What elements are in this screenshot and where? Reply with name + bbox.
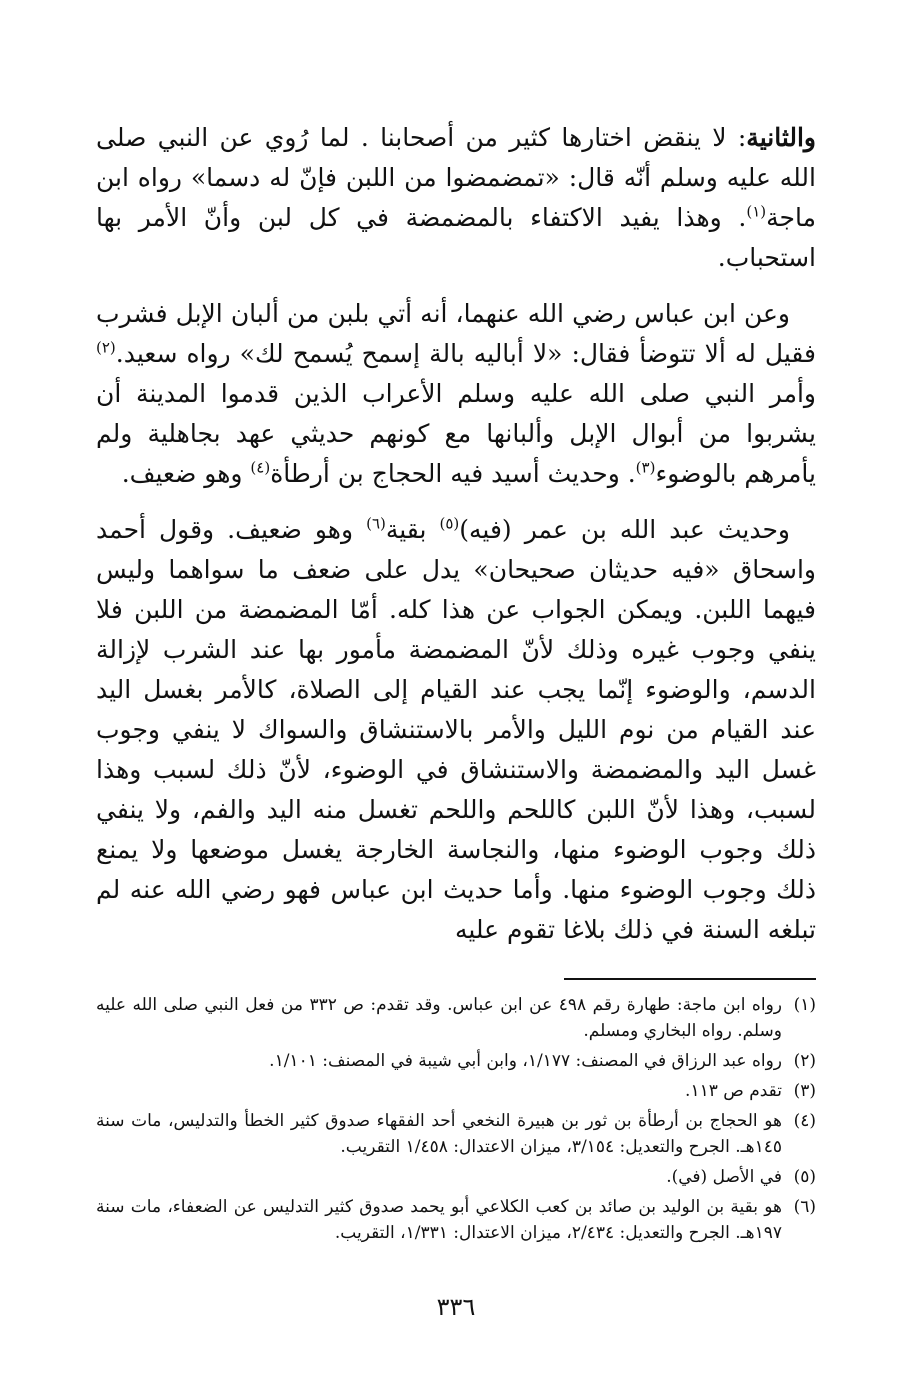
footnote-4 <box>96 1108 816 1160</box>
paragraph-2 <box>96 294 816 494</box>
paragraph-2-text-c: . وحديث أسيد فيه الحجاج بن أرطأة <box>270 459 636 488</box>
footnotes <box>96 992 816 1250</box>
footnote-number: (٥) <box>793 1167 816 1187</box>
footnote-ref-2[interactable]: (٢) <box>96 338 116 357</box>
paragraph-1 <box>96 118 816 278</box>
section-lead: والثانية <box>746 123 816 152</box>
main-text <box>96 118 816 950</box>
footnote-ref-4[interactable]: (٤) <box>250 458 271 477</box>
footnote-text: رواه عبد الرزاق في المصنف: ١/١٧٧، وابن أبي شيبة في المصنف: ١/١٠١. <box>269 1051 782 1071</box>
footnote-text: هو بقية بن الوليد بن صائد بن كعب الكلاعي أبو يحمد صدوق كثير التدليس عن الضعفاء، مات سنة ١٩٧هـ. الجرح والتعديل: ٢/٤٣٤، ميزان الاعتدال: ١/٣٣١، التقريب. <box>96 1197 782 1243</box>
footnote-5 <box>96 1164 816 1190</box>
footnote-2 <box>96 1048 816 1074</box>
footnote-divider <box>564 978 816 980</box>
footnote-6 <box>96 1194 816 1246</box>
footnote-text: في الأصل (في). <box>666 1167 782 1187</box>
footnote-ref-6[interactable]: (٦) <box>366 514 386 533</box>
footnote-text: تقدم ص ١١٣. <box>685 1081 782 1101</box>
paragraph-2-text-d: وهو ضعيف. <box>121 459 251 488</box>
footnote-text: رواه ابن ماجة: طهارة رقم ٤٩٨ عن ابن عباس. وقد تقدم: ص ٣٣٢ من فعل النبي صلى الله عليه وسلم. رواه البخاري ومسلم. <box>96 995 782 1041</box>
paragraph-2-text-b: وأمر النبي صلى الله عليه وسلم الأعراب الذين قدموا المدينة أن يشربوا من أبوال الإبل وألبانها مع كونهم حديثي عهد بجاهلية ولم يأمرهم بالوضوء <box>96 379 816 488</box>
paragraph-3-text-a: وحديث عبد الله بن عمر (فيه) <box>459 515 790 544</box>
paragraph-3-text-b: بقية <box>385 515 440 544</box>
footnote-text: هو الحجاج بن أرطأة بن ثور بن هبيرة النخعي أحد الفقهاء صدوق كثير الخطأ والتدليس، مات سنة ١٤٥هـ. الجرح والتعديل: ٣/١٥٤، ميزان الاعتدال: ١/٤٥٨ التقريب. <box>96 1111 782 1157</box>
footnote-ref-1[interactable]: (١) <box>746 202 767 221</box>
footnote-number: (٤) <box>793 1111 816 1131</box>
footnote-number: (١) <box>793 995 816 1015</box>
paragraph-1-text: : لا ينقض اختارها كثير من أصحابنا . لما رُوي عن النبي صلى الله عليه وسلم أنّه قال: «تمضمضوا من اللبن فإنّ له دسما» رواه ابن ماجة <box>96 123 816 232</box>
page-number: ٣٣٦ <box>436 1293 476 1321</box>
paragraph-3-text-c: وهو ضعيف. وقول أحمد واسحاق «فيه حديثان صحيحان» يدل على ضعف ما سواهما وليس فيهما اللبن. ويمكن الجواب عن هذا كله. أمّا المضمضة من اللبن فلا ينفي وجوب غيره وذلك لأنّ المضمضة مأمور بها عند الشرب لإزالة الدسم، والوضوء إنّما يجب عند القيام إلى الصلاة، كالأمر بغسل اليد عند القيام من نوم الليل والأمر بالاستنشاق والسواك لا ينفي وجوب غسل اليد والمضمضة والاستنشاق في الوضوء، لأنّ ذلك لسبب وهذا لسبب، وهذا لأنّ اللبن كاللحم واللحم تغسل منه اليد والفم، ولا ينفي ذلك وجوب الوضوء منها، والنجاسة الخارجة يغسل موضعها ولا يمنع ذلك وجوب الوضوء منها. وأما حديث ابن عباس فهو رضي الله عنه لم تبلغه السنة في ذلك بلاغا تقوم عليه <box>96 515 816 944</box>
footnote-1 <box>96 992 816 1044</box>
footnote-ref-5[interactable]: (٥) <box>439 514 460 533</box>
footnote-3 <box>96 1078 816 1104</box>
footnote-number: (٣) <box>793 1081 816 1101</box>
footnote-number: (٢) <box>793 1051 816 1071</box>
paragraph-3 <box>96 510 816 950</box>
paragraph-2-text-a: وعن ابن عباس رضي الله عنهما، أنه أتي بلبن من ألبان الإبل فشرب فقيل له ألا تتوضأ فقال: «لا أباليه بالة إسمح يُسمح لك» رواه سعيد. <box>96 299 816 368</box>
footnote-ref-3[interactable]: (٣) <box>635 458 656 477</box>
footnote-number: (٦) <box>793 1197 816 1217</box>
paragraph-1-tail: . وهذا يفيد الاكتفاء بالمضمضة في كل لبن وأنّ الأمر بها استحباب. <box>96 203 816 272</box>
